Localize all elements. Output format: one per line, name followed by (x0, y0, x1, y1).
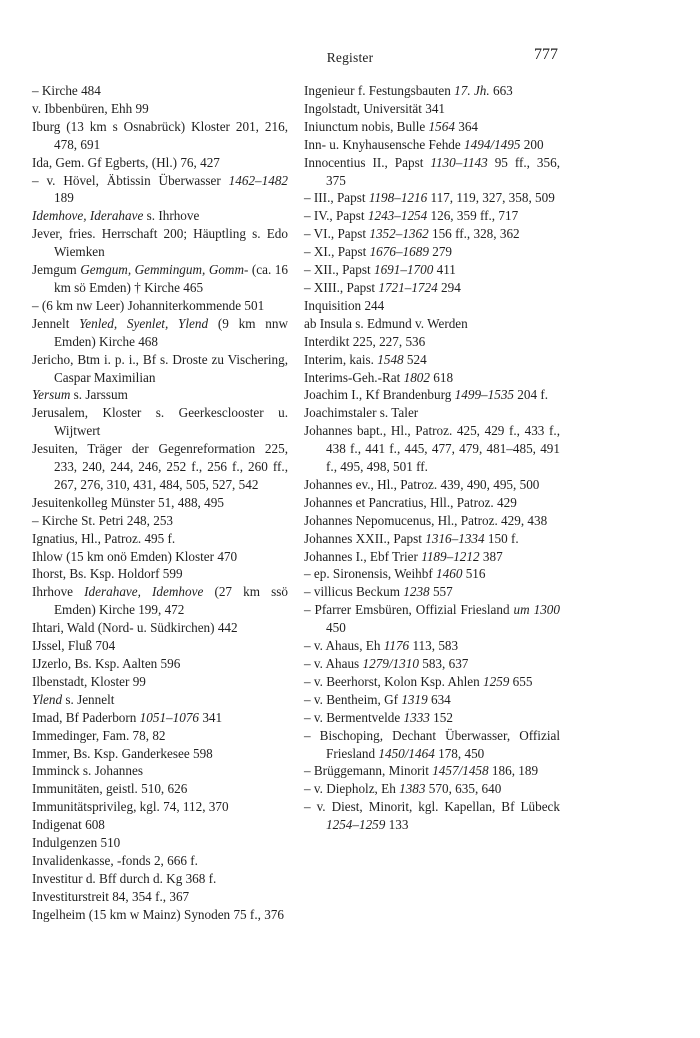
index-entry-text: (ca. 16 km sö Emden) † Kirche 465 (54, 262, 288, 295)
index-entry-italic-text: 1691–1700 (373, 262, 434, 278)
index-entry-text: Immedinger, Fam. 78, 82 (32, 727, 166, 743)
index-entry (304, 565, 560, 583)
index-entry-text: – Bischoping, Dechant Überwasser, Offizial Friesland (304, 727, 560, 761)
index-entry-text: Indulgenzen 510 (32, 835, 121, 851)
index-entry-text: Ihtari, Wald (Nord- u. Südkirchen) 442 (32, 620, 238, 636)
index-entry-italic-text: Yenled, Syenlet, Ylend (79, 315, 209, 331)
index-entry-text: – Brüggemann, Minorit (304, 763, 433, 779)
index-entry-text: – VI., Papst (304, 226, 370, 242)
index-entry-text: 634 (427, 691, 451, 707)
index-entry (32, 852, 288, 870)
index-entry (32, 762, 288, 780)
index-entry-text: Imminck s. Johannes (32, 763, 143, 779)
index-entry-italic-text: Gemgum, Gemmingum, Gomm- (80, 262, 249, 278)
index-entry-text: IJssel, Fluß 704 (32, 638, 116, 654)
index-entry-text: Johannes et Pancratius, Hll., Patroz. 429 (304, 494, 517, 510)
index-entry-text: 95 ff., 356, 375 (326, 154, 560, 188)
index-entry-text: 618 (429, 369, 454, 385)
index-entry (304, 673, 560, 691)
index-entry-text: – v. Ahaus (304, 656, 363, 671)
index-entry-text: 126, 359 ff., 717 (427, 208, 519, 224)
index-entry (32, 351, 288, 387)
index-entry-text: Jesuitenkolleg Münster 51, 488, 495 (32, 494, 224, 510)
index-entry-text: Ilbenstadt, Kloster 99 (32, 673, 146, 689)
index-entry-italic-text: 1316–1334 (425, 530, 485, 546)
index-entry-text: 524 (403, 351, 427, 367)
index-entry-text: 387 (479, 548, 503, 564)
index-entry (32, 530, 288, 548)
index-column-left (32, 82, 288, 924)
index-entry (304, 297, 560, 315)
index-entry-text: 279 (428, 244, 452, 260)
index-entry-text: – Kirche St. Petri 248, 253 (32, 512, 174, 528)
index-entry (32, 297, 288, 315)
index-entry (32, 82, 288, 100)
index-entry-text: Inn- u. Knyhausensche Fehde (304, 136, 465, 152)
index-entry-text: Ingelheim (15 km w Mainz) Synoden 75 f., 376 (32, 906, 284, 922)
index-entry-text: 557 (429, 584, 453, 600)
index-entry-text: Ignatius, Hl., Patroz. 495 f. (32, 530, 176, 546)
index-entry-italic-text: 1462–1482 (228, 172, 288, 188)
index-entry (304, 727, 560, 763)
index-entry-text: – Pfarrer Emsbüren, Offizial Friesland (304, 602, 514, 618)
index-entry-text: Immunitätsprivileg, kgl. 74, 112, 370 (32, 799, 229, 815)
index-entry-text: – IV., Papst (304, 208, 368, 224)
index-entry-text: Johannes I., Ebf Trier (304, 548, 422, 564)
index-entry-text: – III., Papst (304, 190, 369, 206)
index-entry (304, 386, 560, 404)
index-entry-text: v. Ibbenbüren, Ehh 99 (32, 100, 149, 116)
index-entry-text: – XIII., Papst (304, 279, 379, 295)
index-entry (32, 386, 288, 404)
index-entry-text: Jever, fries. Herrschaft 200; Häuptling s. Edo Wiemken (32, 226, 288, 260)
index-entry-text: Jerusalem, Kloster s. Geerkesclooster u. Wijtwert (32, 405, 288, 439)
index-entry (304, 118, 560, 136)
index-entry-italic-text: 1254–1259 (326, 817, 386, 833)
index-entry-text: – v. Diest, Minorit, kgl. Kapellan, Bf Lübeck (304, 799, 560, 815)
index-entry (32, 315, 288, 351)
index-entry-text: 663 (489, 83, 513, 98)
index-entry-italic-text: Idemhove, Iderahave (32, 208, 144, 224)
index-entry-italic-text: 1494/1495 (464, 136, 521, 152)
index-entry (304, 315, 560, 333)
index-entry (32, 655, 288, 673)
index-entry (32, 565, 288, 583)
index-entry (32, 888, 288, 906)
index-entry (32, 780, 288, 798)
index-entry-text: Ida, Gem. Gf Egberts, (Hl.) 76, 427 (32, 154, 220, 170)
index-entry-italic-text: Yersum (32, 387, 71, 403)
index-entry-italic-text: 1051–1076 (139, 709, 200, 725)
index-entry-text: 150 f. (484, 530, 519, 546)
index-entry-italic-text: 1548 (377, 351, 404, 367)
index-entry (32, 906, 288, 924)
index-entry-text: Interim, kais. (304, 351, 378, 367)
index-entry-text: – villicus Beckum (304, 584, 404, 600)
index-entry (32, 154, 288, 172)
index-entry (32, 512, 288, 530)
index-entry-text: Johannes bapt., Hl., Patroz. 425, 429 f., 433 f., 438 f., 441 f., 445, 477, 479, 481–485, 491 f., 495, 498, 501 ff. (304, 423, 560, 475)
index-entry (304, 530, 560, 548)
index-entry-italic-text: 1352–1362 (369, 226, 429, 242)
index-entry-text: Indigenat 608 (32, 817, 105, 833)
index-entry-text: Iniunctum nobis, Bulle (304, 118, 429, 134)
index-entry-text: s. Ihrhove (143, 208, 200, 224)
index-entry-text: – v. Bermentvelde (304, 709, 404, 725)
index-entry (304, 261, 560, 279)
index-entry-text: 450 (326, 620, 346, 636)
index-entry (304, 655, 560, 673)
index-entry-text: s. Jennelt (62, 691, 115, 707)
index-entry (304, 691, 560, 709)
index-entry (304, 189, 560, 207)
index-entry (304, 207, 560, 225)
index-entry (32, 619, 288, 637)
index-entry-italic-text: 1279/1310 (362, 656, 419, 671)
index-entry (32, 691, 288, 709)
index-entry (304, 136, 560, 154)
index-entry (32, 172, 288, 208)
index-entry (304, 243, 560, 261)
index-entry-text: Imad, Bf Paderborn (32, 709, 140, 725)
index-entry (32, 100, 288, 118)
index-entry (32, 583, 288, 619)
index-entry-italic-text: 17. Jh. (454, 83, 490, 98)
index-entry-text: 189 (54, 190, 74, 206)
index-column-right (304, 82, 560, 834)
index-entry (32, 440, 288, 494)
index-entry-italic-text: 1383 (399, 781, 426, 797)
index-entry-text: 113, 583 (409, 638, 459, 654)
index-entry-italic-text: 1499–1535 (454, 387, 514, 403)
index-entry-text: Interims-Geh.-Rat (304, 369, 404, 385)
index-entry-text: Invalidenkasse, -fonds 2, 666 f. (32, 852, 198, 868)
index-entry-italic-text: 1721–1724 (378, 279, 438, 295)
index-entry (32, 207, 288, 225)
index-entry-text: Inquisition 244 (304, 297, 385, 313)
index-entry (304, 512, 560, 530)
index-entry-text: 133 (385, 817, 409, 833)
index-entry-text: 364 (454, 118, 478, 134)
index-entry (304, 709, 560, 727)
index-entry (32, 404, 288, 440)
index-entry (32, 727, 288, 745)
index-entry-text: Innocentius II., Papst (304, 154, 431, 170)
index-entry (304, 404, 560, 422)
index-entry-text: – Kirche 484 (32, 83, 101, 98)
index-entry-text: 178, 450 (434, 745, 485, 761)
index-entry (32, 637, 288, 655)
index-entry-text: Ingenieur f. Festungsbauten (304, 83, 455, 98)
index-entry-italic-text: 1259 (483, 673, 510, 689)
index-entry (304, 422, 560, 476)
index-entry-italic-text: 1189–1212 (421, 548, 480, 564)
index-entry-text: – v. Ahaus, Eh (304, 638, 384, 654)
index-entry-italic-text: Ylend (32, 691, 63, 707)
index-entry-text: 341 (199, 709, 223, 725)
index-entry (304, 583, 560, 601)
index-entry-italic-text: 1676–1689 (369, 244, 429, 260)
index-entry-italic-text: 1333 (403, 709, 430, 725)
index-entry (32, 548, 288, 566)
index-entry-text: – v. Beerhorst, Kolon Ksp. Ahlen (304, 673, 483, 689)
index-entry-italic-text: 1460 (436, 566, 463, 582)
index-entry-italic-text: 1319 (401, 691, 428, 707)
index-entry (32, 816, 288, 834)
index-entry (304, 601, 560, 637)
index-entry-text: 186, 189 (488, 763, 539, 779)
index-entry-text: 156 ff., 328, 362 (428, 226, 520, 242)
index-entry-italic-text: 1243–1254 (367, 208, 428, 224)
index-entry (304, 100, 560, 118)
index-entry (304, 476, 560, 494)
index-entry-text: – v. Bentheim, Gf (304, 691, 402, 707)
index-entry-text: 117, 119, 327, 358, 509 (427, 190, 555, 206)
index-entry-text: IJzerlo, Bs. Ksp. Aalten 596 (32, 656, 181, 671)
index-entry-text: Immunitäten, geistl. 510, 626 (32, 781, 188, 797)
index-entry (304, 369, 560, 387)
index-entry (32, 118, 288, 154)
index-entry-text: Jesuiten, Träger der Gegenreformation 225, 233, 240, 244, 246, 252 f., 256 f., 260 ff., 267, 276, 310, 431, 484, 505, 527, 542 (32, 441, 288, 492)
index-entry (304, 333, 560, 351)
index-entry-text: – (6 km nw Leer) Johanniterkommende 501 (32, 297, 265, 313)
index-entry-italic-text: 1457/1458 (432, 763, 489, 779)
index-entry (304, 82, 560, 100)
index-entry-italic-text: 1130–1143 (430, 154, 488, 170)
index-entry-text: Interdikt 225, 227, 536 (304, 333, 426, 349)
index-entry-text: Jemgum (32, 262, 81, 278)
index-entry (304, 780, 560, 798)
index-entry-italic-text: 1802 (403, 369, 430, 385)
index-entry-text: Ingolstadt, Universität 341 (304, 100, 446, 116)
index-entry (304, 798, 560, 834)
index-entry (32, 798, 288, 816)
index-entry (304, 351, 560, 369)
index-entry-text: (9 km nnw Emden) Kirche 468 (54, 315, 288, 349)
running-head-title: Register (326, 50, 374, 65)
index-entry (32, 673, 288, 691)
index-entry-italic-text: 1450/1464 (378, 745, 435, 761)
index-entry-text: 570, 635, 640 (425, 781, 502, 797)
index-entry-text: Immer, Bs. Ksp. Ganderkesee 598 (32, 745, 213, 761)
index-entry-text: Ihlow (15 km onö Emden) Kloster 470 (32, 548, 238, 564)
index-entry-text: Johannes XXII., Papst (304, 530, 426, 546)
index-entry (32, 261, 288, 297)
index-entry-italic-text: 1564 (428, 118, 455, 134)
index-entry-text: Ihorst, Bs. Ksp. Holdorf 599 (32, 566, 183, 582)
index-entry-text: 294 (437, 279, 461, 295)
index-entry-text: 516 (462, 566, 486, 582)
index-entry-text: Johannes Nepomucenus, Hl., Patroz. 429, 438 (304, 512, 548, 528)
index-entry-text: Investitur d. Bff durch d. Kg 368 f. (32, 870, 217, 886)
page-header (0, 40, 700, 70)
index-entry (304, 637, 560, 655)
index-entry-italic-text: Iderahave, Idemhove (84, 584, 204, 600)
index-entry-text: Jericho, Btm i. p. i., Bf s. Droste zu Vischering, Caspar Maximilian (32, 351, 288, 385)
index-entry-text: – v. Hövel, Äbtissin Überwasser (32, 172, 229, 188)
index-entry-text: s. Jarssum (70, 387, 128, 403)
index-entry-text: – ep. Sironensis, Weihbf (304, 566, 437, 582)
index-entry-text: Johannes ev., Hl., Patroz. 439, 490, 495, 500 (304, 476, 540, 492)
index-entry (32, 494, 288, 512)
index-entry (32, 834, 288, 852)
index-entry (32, 870, 288, 888)
index-entry-text: Iburg (13 km s Osnabrück) Kloster 201, 216, 478, 691 (32, 118, 288, 152)
index-entry-text: Joachimstaler s. Taler (304, 405, 419, 421)
index-entry-italic-text: 1176 (383, 638, 410, 654)
index-entry (304, 279, 560, 297)
index-entry-text: – v. Diepholz, Eh (304, 781, 400, 797)
index-entry (304, 762, 560, 780)
index-entry-text: 152 (429, 709, 453, 725)
index-entry-text: Investiturstreit 84, 354 f., 367 (32, 888, 190, 904)
index-entry-text: Joachim I., Kf Brandenburg (304, 387, 455, 403)
index-entry (32, 709, 288, 727)
index-entry (304, 225, 560, 243)
index-entry-text: 411 (433, 262, 456, 278)
page-number: 777 (534, 46, 558, 63)
index-entry (304, 154, 560, 190)
index-entry-text: Jennelt (32, 315, 80, 331)
index-entry-text: 583, 637 (418, 656, 469, 671)
index-entry-text: – XI., Papst (304, 244, 370, 260)
index-entry-text: 204 f. (514, 387, 549, 403)
index-entry-italic-text: 1238 (403, 584, 430, 600)
index-entry-italic-text: 1198–1216 (368, 190, 428, 206)
index-entry (32, 745, 288, 763)
index-entry-text: Ihrhove (32, 584, 85, 600)
index-entry (32, 225, 288, 261)
index-entry (304, 548, 560, 566)
index-entry-italic-text: um 1300 (513, 602, 560, 618)
index-entry-text: ab Insula s. Edmund v. Werden (304, 315, 468, 331)
index-entry-text: 655 (509, 673, 533, 689)
index-entry (304, 494, 560, 512)
index-entry-text: 200 (520, 136, 544, 152)
index-entry-text: – XII., Papst (304, 262, 374, 278)
index-entry-text: (27 km ssö Emden) Kirche 199, 472 (54, 584, 289, 618)
